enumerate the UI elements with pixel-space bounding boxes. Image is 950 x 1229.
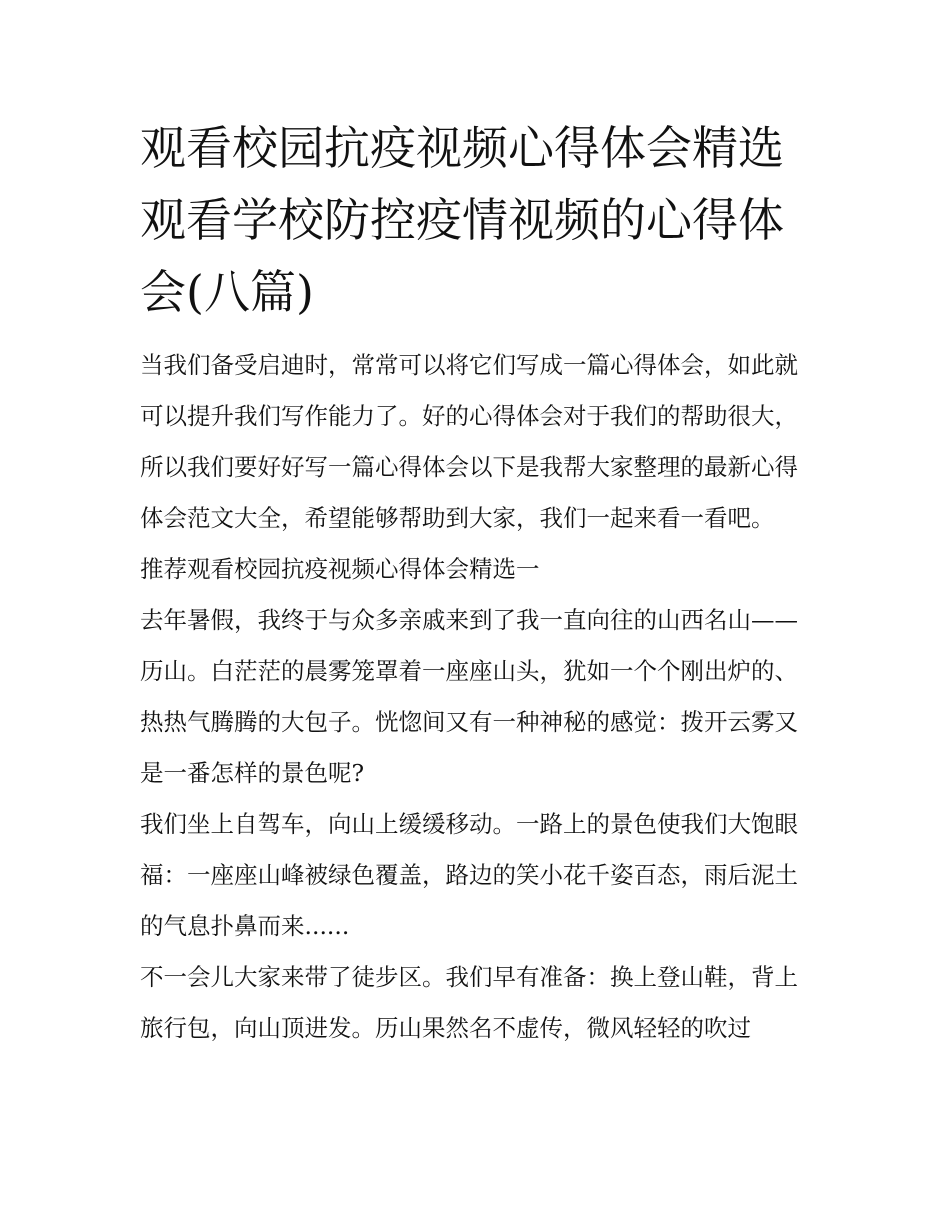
- body-paragraph-1: 去年暑假，我终于与众多亲戚来到了我一直向往的山西名山——历山。白茫茫的晨雾笼罩着一座座山头，犹如一个个刚出炉的、热热气腾腾的大包子。恍惚间又有一种神秘的感觉：拨开云雾又是一番怎样的景色呢?: [140, 606, 798, 787]
- document-body: [140, 340, 816, 1054]
- intro-paragraph: 当我们备受启迪时，常常可以将它们写成一篇心得体会，如此就可以提升我们写作能力了。好的心得体会对于我们的帮助很大，所以我们要好好写一篇心得体会以下是我帮大家整理的最新心得体会范文大全，希望能够帮助到大家，我们一起来看一看吧。: [140, 351, 798, 532]
- section-heading: 推荐观看校园抗疫视频心得体会精选一: [140, 555, 540, 583]
- body-paragraph-3: 不一会儿大家来带了徒步区。我们早有准备：换上登山鞋，背上旅行包，向山顶进发。历山果然名不虚传，微风轻轻的吹过: [140, 963, 798, 1042]
- document-title: 观看校园抗疫视频心得体会精选 观看学校防控疫情视频的心得体会(八篇): [140, 121, 784, 319]
- document-page: [140, 112, 816, 1054]
- body-paragraph-2: 我们坐上自驾车，向山上缓缓移动。一路上的景色使我们大饱眼福：一座座山峰被绿色覆盖，路边的笑小花千姿百态，雨后泥土的气息扑鼻而来......: [140, 810, 798, 940]
